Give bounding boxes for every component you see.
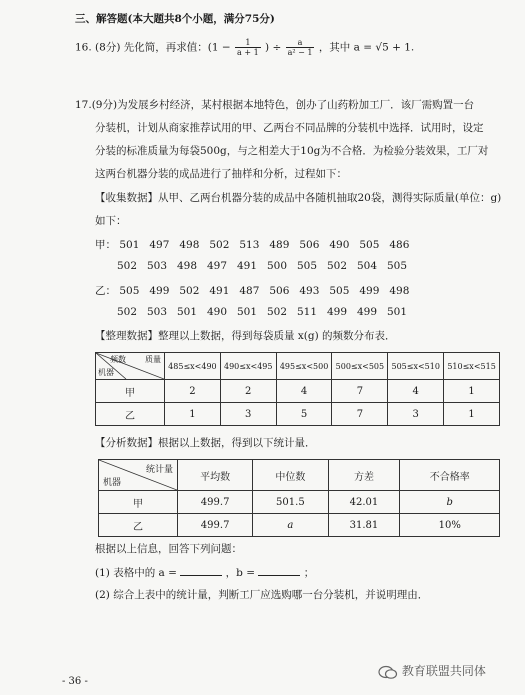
data-value: 505 xyxy=(119,285,140,297)
table-row xyxy=(99,491,500,514)
freq-header: 495≤x<500 xyxy=(276,353,332,380)
data-value: 491 xyxy=(237,260,258,272)
freq-cell: 2 xyxy=(165,380,221,403)
data-value: 502 xyxy=(209,239,230,251)
table-row xyxy=(99,514,500,537)
data-value: 501 xyxy=(387,306,408,318)
freq-header: 490≤x<495 xyxy=(220,353,276,380)
analyze-data-label: 【分析数据】根据以上数据，得到以下统计量． xyxy=(95,437,316,449)
watermark: 教育联盟共同体 xyxy=(378,662,486,679)
question-17-line-1: 17.(9分)为发展乡村经济，某村根据本地特色，创办了山药粉加工厂．该厂需购置一台 xyxy=(75,99,475,111)
stat-cell: 501.5 xyxy=(253,491,328,514)
data-value: 490 xyxy=(207,306,228,318)
data-value: 501 xyxy=(237,306,258,318)
data-value: 511 xyxy=(297,306,318,318)
freq-cell: 7 xyxy=(332,380,388,403)
data-value: 505 xyxy=(297,260,318,272)
freq-header: 500≤x<505 xyxy=(332,353,388,380)
stat-header: 中位数 xyxy=(253,460,328,491)
data-value: 503 xyxy=(147,260,168,272)
freq-cell: 3 xyxy=(388,403,444,426)
stat-cell: 499.7 xyxy=(178,491,253,514)
machine-cell: 甲 xyxy=(96,380,165,403)
stat-cell: 42.01 xyxy=(328,491,400,514)
yi-data-row-1: 乙： 505 499 502 491 487 506 493 505 499 498 xyxy=(95,283,419,298)
question-text: 先化简，再求值：(1 − xyxy=(123,41,231,54)
question-17-line-3: 分装的标准质量为每袋500g，与之相差大于10g为不合格．为检验分装效果，工厂对 xyxy=(95,145,489,157)
sub-question-2: (2) 综合上表中的统计量，判断工厂应选购哪一台分装机，并说明理由． xyxy=(95,589,429,601)
freq-cell: 1 xyxy=(165,403,221,426)
data-value: 502 xyxy=(179,285,200,297)
answer-blank-a[interactable] xyxy=(180,565,222,576)
freq-cell: 3 xyxy=(220,403,276,426)
freq-cell: 1 xyxy=(444,380,500,403)
data-value: 498 xyxy=(179,239,200,251)
data-value: 505 xyxy=(359,239,380,251)
statistics-table xyxy=(98,459,500,537)
data-value: 490 xyxy=(329,239,350,251)
jia-data-row-2 xyxy=(117,260,417,272)
question-number: 16. xyxy=(75,41,92,54)
stat-table-diagonal-header: 统计量 机器 xyxy=(99,460,178,491)
freq-header: 485≤x<490 xyxy=(165,353,221,380)
data-value: 498 xyxy=(177,260,198,272)
machine-cell: 乙 xyxy=(96,403,165,426)
freq-cell: 5 xyxy=(276,403,332,426)
freq-cell: 4 xyxy=(388,380,444,403)
answer-intro: 根据以上信息，回答下列问题： xyxy=(95,543,242,555)
collect-data-label: 【收集数据】从甲、乙两台机器分装的成品中各随机抽取20袋，测得实际质量(单位：g) xyxy=(95,192,502,204)
collect-data-label-cont: 如下： xyxy=(95,215,127,227)
freq-cell: 7 xyxy=(332,403,388,426)
data-value: 499 xyxy=(357,306,378,318)
stat-cell: 499.7 xyxy=(178,514,253,537)
data-value: 505 xyxy=(329,285,350,297)
table-row xyxy=(96,403,500,426)
machine-cell: 乙 xyxy=(99,514,178,537)
stat-cell: a xyxy=(253,514,328,537)
question-17-line-4: 这两台机器分装的成品进行了抽样和分析，过程如下： xyxy=(95,168,347,180)
data-value: 493 xyxy=(299,285,320,297)
yi-data-row-2 xyxy=(117,306,417,318)
data-value: 499 xyxy=(327,306,348,318)
table-row xyxy=(96,380,500,403)
machine-cell: 甲 xyxy=(99,491,178,514)
data-value: 500 xyxy=(267,260,288,272)
stat-header: 方差 xyxy=(328,460,400,491)
data-value: 486 xyxy=(389,239,410,251)
organize-data-label: 【整理数据】整理以上数据，得到每袋质量 x(g) 的频数分布表． xyxy=(95,330,396,342)
sub-question-1: (1) 表格中的 a = ，b = ； xyxy=(95,567,315,579)
question-16: 16. (8分) 先化简，再求值：(1 − $\frac{1}{a + 1}$ ) ÷ $\frac{a}{\text{a² − 1}}$ ，其中 a = √5 + 1. xyxy=(75,38,415,57)
data-value: 487 xyxy=(239,285,260,297)
data-value: 502 xyxy=(267,306,288,318)
data-value: 502 xyxy=(117,306,138,318)
wechat-icon xyxy=(378,665,398,679)
data-value: 501 xyxy=(119,239,140,251)
data-value: 503 xyxy=(147,306,168,318)
data-value: 505 xyxy=(387,260,408,272)
freq-cell: 2 xyxy=(220,380,276,403)
frequency-table xyxy=(95,352,500,426)
freq-table-diagonal-header: 质量 频数 机器 xyxy=(96,353,165,380)
fraction-1: $\frac{1}{a + 1}$ xyxy=(237,38,259,57)
freq-cell: 4 xyxy=(276,380,332,403)
data-value: 499 xyxy=(359,285,380,297)
page-number: - 36 - xyxy=(62,676,88,687)
stat-cell: 10% xyxy=(400,514,500,537)
data-value: 506 xyxy=(269,285,290,297)
answer-blank-b[interactable] xyxy=(258,565,300,576)
data-value: 504 xyxy=(357,260,378,272)
data-value: 498 xyxy=(389,285,410,297)
freq-header: 505≤x<510 xyxy=(388,353,444,380)
data-value: 501 xyxy=(177,306,198,318)
data-value: 502 xyxy=(117,260,138,272)
data-value: 502 xyxy=(327,260,348,272)
stat-cell: 31.81 xyxy=(328,514,400,537)
freq-cell: 1 xyxy=(444,403,500,426)
stat-cell: b xyxy=(400,491,500,514)
stat-header: 平均数 xyxy=(178,460,253,491)
stat-header: 不合格率 xyxy=(400,460,500,491)
data-value: 497 xyxy=(149,239,170,251)
data-value: 491 xyxy=(209,285,230,297)
section-title: 三、解答题(本大题共8个小题，满分75分) xyxy=(75,13,275,25)
data-value: 513 xyxy=(239,239,260,251)
jia-data-row-1: 甲： 501 497 498 502 513 489 506 490 505 486 xyxy=(95,237,419,252)
freq-header: 510≤x<515 xyxy=(444,353,500,380)
question-17-line-2: 分装机，计划从商家推荐试用的甲、乙两台不同品牌的分装机中选择．试用时，设定 xyxy=(95,122,484,134)
data-value: 506 xyxy=(299,239,320,251)
fraction-2: $\frac{a}{\text{a² − 1}}$ xyxy=(287,38,313,57)
data-value: 499 xyxy=(149,285,170,297)
data-value: 497 xyxy=(207,260,228,272)
data-value: 489 xyxy=(269,239,290,251)
question-score: (8分) xyxy=(95,41,121,54)
